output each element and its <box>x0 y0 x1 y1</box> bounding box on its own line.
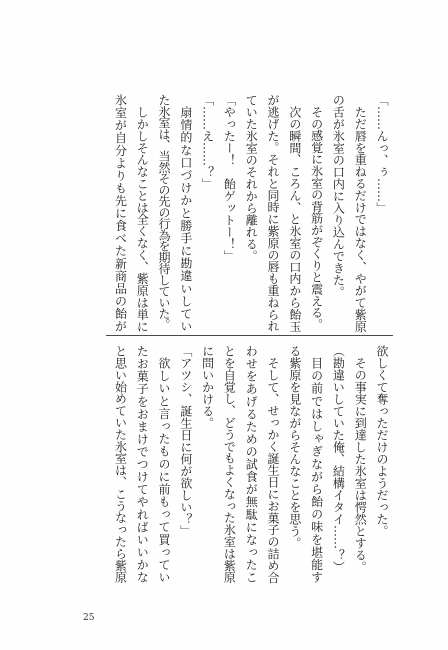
text-column: 目の前ではしゃぎながら飴の味を堪能す <box>309 357 324 583</box>
tier-separator-rule <box>106 335 393 336</box>
text-column: ていた氷室のそれから離れる。 <box>244 94 259 262</box>
text-column: 「……え……？」 <box>200 94 215 190</box>
lower-text-tier <box>109 345 392 583</box>
text-column: （勘違いしていた俺、結構イタイ……？） <box>331 345 346 573</box>
page-number: 25 <box>83 613 95 623</box>
text-column: の舌が氷室の口内に入り込んできた。 <box>331 94 346 298</box>
text-column: ただ唇を重ねるだけではなく、やがて紫原 <box>353 106 368 332</box>
text-column: 「アツシ、誕生日に何が欲しい？」 <box>178 345 193 537</box>
text-column: 「やったー！ 飴ゲットー！」 <box>222 94 237 262</box>
text-column: とを自覚し、どうでもよくなった氷室は紫原 <box>222 345 237 583</box>
text-column: 氷室が自分よりも先に食べた新商品の飴が <box>113 94 128 332</box>
text-column: そして、せっかく誕生日にお菓子の詰め合 <box>266 357 281 583</box>
upper-text-tier <box>109 94 392 332</box>
text-column: 次の瞬間、ころん、と氷室の口内から飴玉 <box>287 106 302 332</box>
text-column: その事実に到達した氷室は愕然とする。 <box>353 357 368 573</box>
text-column: わせをあげるための試食が無駄になったこ <box>244 345 259 583</box>
text-column: その感覚に氷室の背筋がぞくりと震える。 <box>309 106 324 331</box>
text-column: 欲しくて奪っただけのようだった。 <box>375 345 389 537</box>
text-column: たお菓子をおまけでつけてやればいいかな <box>135 345 150 583</box>
text-column: 扇情的な口づけかと勝手に勘違いしてい <box>178 106 193 332</box>
text-column: る紫原を見ながらそんなことを思う。 <box>287 345 302 549</box>
text-column: が逃げた。それと同時に紫原の唇も重ねられ <box>266 94 281 332</box>
text-column: と思い始めていた氷室は、こうなったら紫原 <box>113 345 128 583</box>
text-column: に問いかける。 <box>200 345 215 429</box>
text-column: しかしそんなことは全くなく、紫原は単に <box>135 106 150 332</box>
text-column: 「……んっ、ぅ……」 <box>375 94 389 214</box>
text-column: 欲しいと言ったものに前もって買ってい <box>157 357 172 583</box>
text-column: た氷室は、当然その先の行為を期待していた。 <box>157 94 172 330</box>
